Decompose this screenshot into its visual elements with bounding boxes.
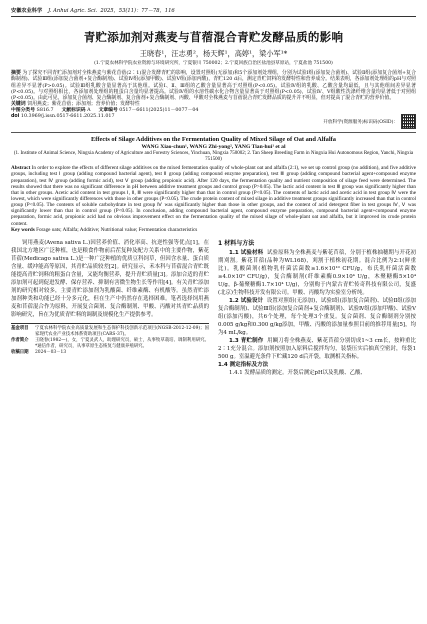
- intro-paragraph: 饲用燕麦(Avena sativa L.)因营养价值、消化率高、抗逆性强等优点[1]，在我国北方地区广泛种植，也是粮食作物前后茬复种及配方关系中的主要作物，紫花苜蓿(Medicago sativa L.)是一种广泛种植的优质豆科饲草，但因含水量、蛋白质含量、缓冲能高等原因，其青贮品质较差[2]。研究显示，禾本科与苜蓿混合青贮既能提高青贮饲料的粗蛋白含量，又能均衡营养，提升青贮质量[3]。添加合适的青贮添加剂可起到促进发酵、保存营养、抑制有害微生物生长等作用[4]。有关青贮添加剂的研究相对较多，主要青贮添加剂为乳酸菌、纤维素酶、有机酸等。虽然青贮添加剂种类和功能已经十分多元化，但在生产中仍然存在选择困难。笔者选择饲用燕麦和苜蓿混合作为原料，开展复合菌剂、复合酶制剂、甲酸、丙酸对其青贮品质的影响研究，旨在为优质青贮料的调制及规模化生产提供参考。: [11, 239, 209, 318]
- qr-code-icon[interactable]: [401, 114, 416, 129]
- received-date-label: 收稿日期: [11, 349, 29, 355]
- journal-name: 安徽农业科学: [11, 8, 43, 14]
- english-affiliation: (1. Institute of Animal Science, Ningxia Academy of Agriculture and Forestry Sciences, Yinchuan, Ningxia 750002; 2. Tan Sheep Breeding Farm in Ningxia Hui Autonomous Region, Yanchi, Ningxia 751500): [13, 151, 414, 163]
- english-authors: WANG Xiao-chun¹, WANG Zhi-yong², YANG Tian-hui¹ et al: [141, 144, 286, 151]
- clc-label: 中图分类号: [11, 107, 35, 113]
- doi-value: 10.3969/j.issn.0517-6611.2025.11.017: [20, 113, 115, 119]
- keywords-cn-label: 关键词: [11, 101, 26, 108]
- subsection-heading: 1.3 青贮制作: [229, 337, 264, 344]
- body-columns: [11, 239, 416, 377]
- english-keywords-label: Key words: [11, 226, 35, 233]
- article-no-label: 文章编号: [98, 107, 118, 113]
- author-bio-row: [11, 338, 209, 350]
- paper-title: 青贮添加剂对燕麦与苜蓿混合青贮发酵品质的影响: [83, 30, 344, 44]
- journal-name-en: J. Anhui Agric. Sci.: [48, 8, 98, 14]
- english-abstract-text: In order to explore the effects of different silage additives on the mixed fermentation quality of whole-plant oat and alfalfa (2∶1), we set up control group (no addition), and five additive groups, including test Ⅰ group (adding compound bacterial agent), test Ⅱ group (adding compound enzyme preparation), test Ⅲ group (adding compound bacterial agent+compound enzyme preparation), test Ⅳ group (adding formic acid), test Ⅴ group (adding propionic acid). After 120 days, the fermentation quality and nutrient composition of silage feed were determined. The results showed that there was no significant difference in pH between additive treatment groups and control group (P>0.05). The lactic acid content in test Ⅲ group was significantly higher than that in other groups. Acetic acid content in test groups Ⅰ, Ⅱ, Ⅲ were significantly higher than that in control group (P<0.05). The contents of lactic acid and acetic acid in test group Ⅳ were the lowest, which were significantly differences with those in other groups (P<0.05). The crude protein content of mixed silage in additive treatment groups significantly increased than that in control group (P<0.05). The contents of soluble carbohydrate in test group Ⅳ was significantly higher than those in other groups, and the content of acid detergent fiber in test groups Ⅳ, Ⅴ was significantly lower than that in control group (P<0.05). In conclusion, adding compound bacterial agent, compound enzyme preparation, compound bacterial agent+compound enzyme preparation, formic acid, propionic acid had no obvious improvement effect on the fermentation quality of the mixed silage of whole-plant oat and alfalfa, but it improved its crude protein content.: [11, 165, 416, 227]
- clc-value: S816.7: [36, 107, 54, 113]
- english-keywords-text: Forage oats; Alfalfa; Additive; Nutritional value; Fermentation characteristics: [36, 226, 198, 233]
- subsection-heading: 1.2 试验设计: [229, 297, 264, 304]
- fund-row: [11, 326, 209, 338]
- paragraph-text: 用鲷刀将全株燕麦、紫花苜蓿分别切成1~3 cm长，按鲜重比2∶1充分混合。添加剂按照加入原料后搅拌均匀，装袋压实后抽真空密封，每袋1 500 g。室温避光条件下贮藏120 d后开袋，取测相关指标。: [218, 337, 416, 360]
- abstract-cn: [11, 70, 416, 101]
- subsection-1-2: [218, 297, 416, 337]
- fund-label: 基金项目: [11, 325, 29, 331]
- author-bio-text: 王晓春(1982—)，女，宁夏灵武人，助理研究员，硕士，从事牧草栽培、调制利用研究。*通信作者，研究员，从事草原生态恢复与健康养殖研究。: [35, 337, 209, 349]
- english-abstract: [11, 165, 416, 227]
- paragraph-text: 设置对照组(无添加)，试验Ⅰ组(添加复合菌剂)、试验Ⅱ组(添加复合酶制剂)、试验Ⅲ组(添加复合菌剂+复合酶制剂)、试验Ⅳ组(添加甲酸)、试验Ⅴ组(添加丙酸)，共6个处理，每个处理3个重复。复合菌剂、复合酶制剂分别按0.005 g/kg和0.300 g/kg添加，甲酸、丙酸的添加量参照目前的推荐用量[5]，均为4 mL/kg。: [218, 297, 416, 336]
- received-date-row: [11, 350, 209, 356]
- divider: [11, 132, 416, 133]
- doc-code-value: A: [87, 107, 91, 113]
- abstract-cn-text: 为了探究不同青贮添加剂对全株燕麦与紫花苜蓿(2∶1)混合发酵青贮的影响，设置对照组(无添加)和5个添加剂处理组，分别为试验Ⅰ组(添加复合菌剂)、试验Ⅱ组(添加复合菌剂+复合酶制剂)、试验Ⅲ组(添加复合菌剂+复合酶制剂)、试验Ⅳ组(添加甲酸)、试验Ⅴ组(添加丙酸)，青贮120 d后，测定青贮饲料的发酵特性和营养成分。结果表明，各添加剂处理组的pH与对照组差异不显著(P>0.05)。试验Ⅲ组乳酸含量显著高于其他组。试验Ⅰ、Ⅱ、Ⅲ组的乙酸含量显著高于对照组(P<0.05)。试验Ⅳ组的乳酸、乙酸含量均最低，且与其他组间差异显著(P<0.05)。与对照组相比，各添加剂处理组的粗蛋白含量均显著提高。试验Ⅳ组的水溶性碳水化合物含量显著高于对照组(P<0.05)，试验Ⅳ、Ⅴ组酸性洗涤纤维含量均显著低于对照组(P<0.05)。由此可见，添加复合菌剂、复合酶制剂、复合菌剂+复合酶制剂、丙酸、甲酸对全株燕麦与苜蓿混合青贮发酵品质的提升并不明显，但对提高了混合青贮的营养价值。: [11, 70, 416, 102]
- keywords-cn-text: 饲用燕麦；紫花苜蓿；添加剂；营养价值；发酵特性: [27, 101, 140, 108]
- issue-info: 2025，53(11)：77－78，116: [100, 8, 175, 14]
- left-column: [11, 239, 209, 377]
- doc-code-label: 文献标识码: [61, 107, 86, 113]
- abstract-cn-label: 摘要: [11, 70, 21, 76]
- subsection-1-1: [218, 249, 416, 297]
- author-bio-label: 作者简介: [11, 337, 29, 343]
- running-header: [11, 6, 416, 17]
- paragraph-text: 1.4.1 发酵品质的测定。开袋后测定pH以及乳酸、乙酸、: [229, 369, 366, 376]
- english-keywords: [11, 227, 416, 233]
- article-no-value: 0517－6611(2025)11－0077－04: [119, 107, 199, 113]
- doi-label: doi: [11, 113, 20, 119]
- author-list: 王晓春¹，汪志勇²，杨天辉¹，高婷¹，梁小军¹*: [139, 49, 288, 58]
- footnote: [11, 323, 209, 356]
- english-abstract-label: Abstract: [11, 165, 31, 172]
- osid-label: 开放科学(资源服务)标识码(OSID)：: [323, 119, 398, 125]
- english-title: Effects of Silage Additives on the Fermentation Quality of Mixed Silage of Oat and Alfalfa: [91, 136, 336, 144]
- section-heading: 1 材料与方法: [218, 239, 255, 247]
- subsection-1-3: [218, 337, 416, 361]
- subsection-heading: 1.1 试验材料: [229, 249, 264, 256]
- fund-text: 宁夏农林科学院农业高质量发展和生态保护科技创新示范项目(NGSB-2012-12-09)；国家现代农业产业技术体系资助项目(CARS-37)。: [35, 325, 209, 337]
- affiliation: (1.宁夏农林科学院农业资源与环境研究所，宁夏银川 750002；2.宁夏回族自治区盐池县草原站，宁夏盐池 751500): [94, 61, 333, 66]
- paragraph-text: 试验原料为全株燕麦与紫花苜蓿，分别于植株抽穗期与开花初期刈割。紫花苜蓿(品种为WL168)，刈割于植株初花期。混合比例为2:1(鲜重比)。乳酸菌剂(植物乳杆菌活菌数≥1.6×10¹⁰ CFU/g，布氏乳杆菌活菌数≥4.0×10⁹ CFU/g)，复合酶制剂(纤维素酶0.9×10⁴ U/g，木聚糖酶5×10⁴ U/g，β-葡聚糖酶1.7×10⁴ U/g)，分别购于内蒙古青贮传奇科技有限公司，复盛(北京)生物科技开发有限公司。甲酸、丙酸均为实验室分析纯。: [218, 249, 416, 296]
- received-date-text: 2024－03－13: [35, 349, 67, 355]
- right-column: [218, 239, 416, 377]
- subsection-heading: 1.4 测定指标及方法: [218, 361, 269, 368]
